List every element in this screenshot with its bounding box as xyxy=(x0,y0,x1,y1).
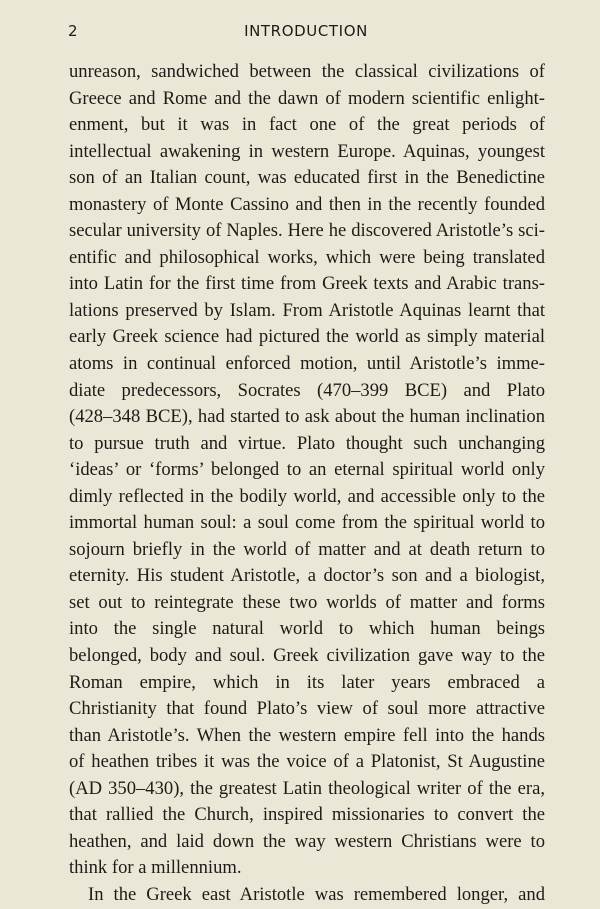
text-line: unreason, sandwiched between the classical civilizations of xyxy=(69,61,545,82)
text-line: ‘ideas’ or ‘forms’ belonged to an eternal spiritual world only xyxy=(69,459,545,481)
text-line: (428–348 BCE), had started to ask about the human inclination xyxy=(69,406,545,428)
text-line: early Greek science had pictured the world as simply material xyxy=(69,326,545,348)
text-line: into the single natural world to which human beings xyxy=(69,618,545,640)
running-head xyxy=(68,22,544,44)
text-line: intellectual awakening in western Europe. Aquinas, youngest xyxy=(69,140,545,162)
paragraph-last-line: think for a millennium. xyxy=(69,857,242,879)
body-text xyxy=(69,59,545,909)
text-line: Greece and Rome and the dawn of modern scientific enlight- xyxy=(69,87,545,109)
text-line: eternity. His student Aristotle, a doctor’s son and a biologist, xyxy=(69,565,545,587)
text-line: belonged, body and soul. Greek civilization gave way to the xyxy=(69,645,545,667)
text-line: atoms in continual enforced motion, until Aristotle’s imme- xyxy=(69,353,545,375)
text-line: heathen, and laid down the way western Christians were to xyxy=(69,830,545,852)
text-line: lations preserved by Islam. From Aristotle Aquinas learnt that xyxy=(69,299,545,321)
text-line: Christianity that found Plato’s view of soul more attractive xyxy=(69,698,545,720)
text-line: diate predecessors, Socrates (470–399 BCE) and Plato xyxy=(69,379,545,401)
text-line: to pursue truth and virtue. Plato thought such unchanging xyxy=(69,432,545,454)
text-line: entific and philosophical works, which were being translated xyxy=(69,246,545,268)
text-line: that rallied the Church, inspired missionaries to convert the xyxy=(69,804,545,826)
paragraph-first-line: In the Greek east Aristotle was remembered longer, and xyxy=(88,883,545,905)
text-line: son of an Italian count, was educated first in the Benedictine xyxy=(69,167,545,189)
text-line: into Latin for the first time from Greek texts and Arabic trans- xyxy=(69,273,545,295)
running-title: INTRODUCTION xyxy=(244,22,368,40)
text-line: enment, but it was in fact one of the great periods of xyxy=(69,114,545,136)
text-line: dimly reflected in the bodily world, and accessible only to the xyxy=(69,485,545,507)
text-line: immortal human soul: a soul come from the spiritual world to xyxy=(69,512,545,534)
text-line: set out to reintegrate these two worlds of matter and forms xyxy=(69,591,545,613)
text-line: monastery of Monte Cassino and then in the recently founded xyxy=(69,193,545,215)
text-line: secular university of Naples. Here he discovered Aristotle’s sci- xyxy=(69,220,545,242)
text-line: Roman empire, which in its later years embraced a xyxy=(69,671,545,693)
text-line: than Aristotle’s. When the western empire fell into the hands xyxy=(69,724,545,746)
text-line: of heathen tribes it was the voice of a Platonist, St Augustine xyxy=(69,751,545,773)
page-number: 2 xyxy=(68,22,78,40)
text-line: (AD 350–430), the greatest Latin theological writer of the era, xyxy=(69,777,545,799)
text-line: sojourn briefly in the world of matter and at death return to xyxy=(69,538,545,560)
